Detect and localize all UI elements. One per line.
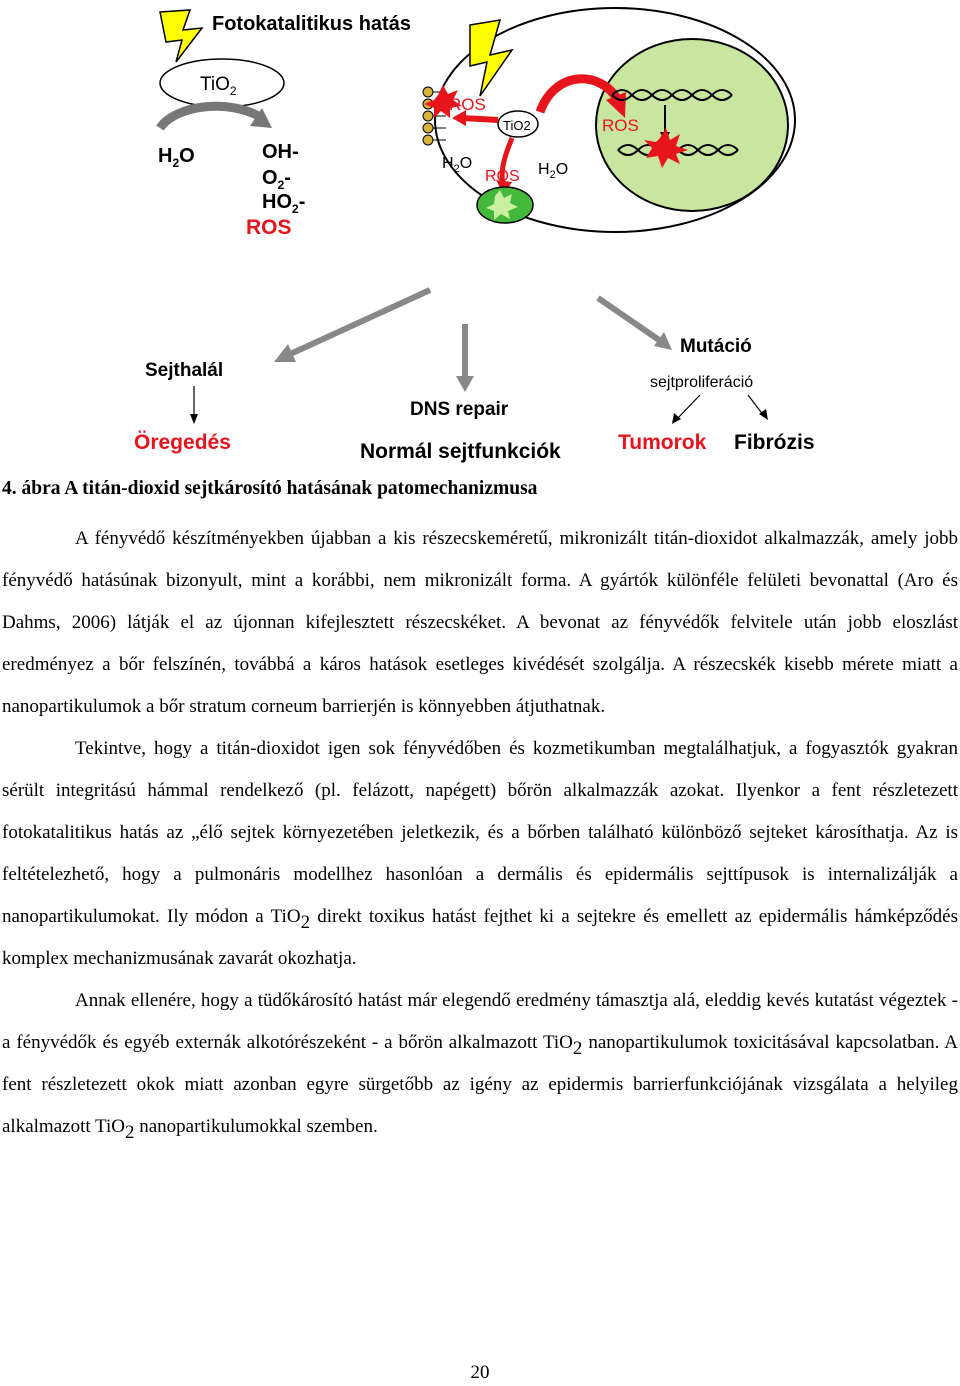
page-number: 20 (470, 1362, 490, 1383)
lightning-bolt-icon (160, 10, 202, 62)
paragraph-2: Tekintve, hogy a titán-dioxidot igen sok fényvédőben és kozmetikumban megtalálhatjuk, a fogyasztók gyakran sérült integritású hámmal rendelkező (pl. felázott, napégett) bőrön alkalmazzák azokat. Ilyenkor a fent részletezett fotokatalitikus hatás az „élő sejtek környezetében jeletkezik, és a bőrben található különböző sejteket károsíthatja. Az is feltételezhető, hogy a pulmonáris modellhez hasonlóan a dermális és epidermális sejttípusok is internalizálják a nanopartikulumokat. Ily módon a TiO$_2$ direkt toxikus hatást fejthet ki a sejtekre és emellett az epidermális hámképződés komplex mechanizmusának zavarát okozhatja. (2, 738, 958, 969)
dns-repair-label: DNS repair (410, 399, 509, 420)
product-o2: $O_2-$ (262, 167, 291, 192)
tio2-label: TiO$_2$ (200, 74, 237, 98)
paragraph-1: A fényvédő készítményekben újabban a kis részecskeméretű, mikronizált titán-dioxidot alkalmazzák, amely jobb fényvédő hatásúnak bizonyult, mint a korábbi, nem mikronizált forma. A gyártók különféle felületi bevonattal (Aro és Dahms, 2006) látják el az újonnan kifejlesztett részecskéket. A bevonat az fényvédők felvitele után jobb eloszlást eredményez a bőr felszínén, továbbá a káros hatások esetleges kivédését szolgálja. A részecskék kisebb mérete miatt a nanopartikulumok a bőr stratum corneum barrierjén is könnyebben átjuthatnak. (2, 528, 958, 717)
pathomechanism-figure (0, 0, 960, 470)
sejthalal-label: Sejthalál (145, 360, 224, 381)
oregedes-label: Öregedés (134, 431, 231, 454)
reactant-h2o: $H_2O$ (158, 145, 195, 170)
normal-label: Normál sejtfunkciók (360, 440, 561, 463)
mutacio-label: Mutáció (680, 336, 752, 357)
red-arrow-membrane (462, 118, 498, 120)
cell-ros-1: ROS (449, 95, 486, 114)
figure-title: Fotokatalitikus hatás (212, 13, 411, 35)
arrow-to-mutacio (598, 298, 662, 342)
sejthalal-arrow-head (190, 414, 198, 424)
cell-tio2-label: TiO2 (503, 118, 531, 133)
tumorok-label: Tumorok (618, 431, 707, 454)
reaction-arrow (160, 106, 262, 128)
fibrozis-label: Fibrózis (734, 431, 815, 454)
sejtproliferacio-label: sejtproliferáció (650, 374, 754, 391)
cell-ros-3: ROS (602, 116, 639, 135)
arrow-to-dns-head (456, 376, 474, 392)
body-text (2, 518, 958, 1148)
figure-caption: 4. ábra A titán-dioxid sejtkárosító hatásának patomechanizmusa (2, 478, 538, 499)
cell-ros-2: ROS (485, 168, 520, 185)
paragraph-3: Annak ellenére, hogy a tüdőkárosító hatást már elegendő eredmény támasztja alá, eleddig kevés kutatást végeztek - a fényvédők és egyéb externák alkotórészeként - a bőrön alkalmazott TiO$_2$ nanopartikulumok toxicitásával kapcsolatban. A fent részletezett okok miatt azonban egyre sürgetőbb az igény az epidermis barrierfunkciójának vizsgálata a helyileg alkalmazott TiO$_2$ nanopartikulumokkal szemben. (2, 990, 958, 1143)
product-ho2: $HO_2-$ (262, 191, 306, 216)
cell-h2o-2: $H_2O$ (538, 161, 569, 181)
product-oh: OH- (262, 141, 299, 163)
arrow-to-sejthalal (286, 290, 430, 356)
prolif-arrow-left-head (672, 413, 681, 424)
prolif-arrow-left (676, 395, 700, 420)
cell-h2o-1: $H_2O$ (442, 155, 473, 175)
ros-label: ROS (246, 216, 292, 239)
